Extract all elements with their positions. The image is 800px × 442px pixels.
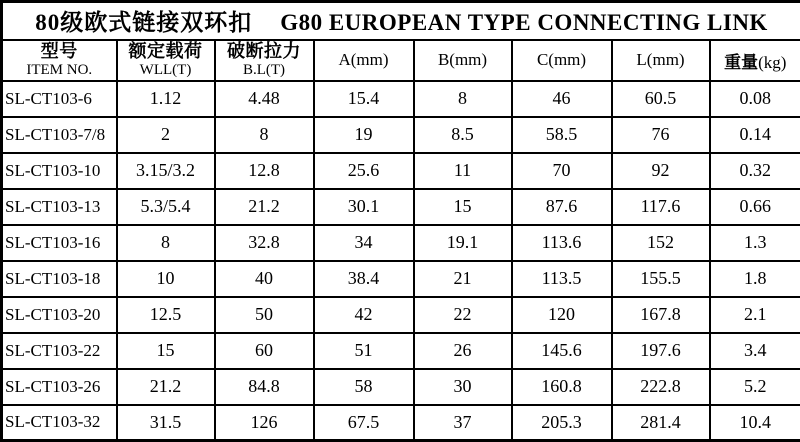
table-row bbox=[2, 189, 800, 225]
table-row bbox=[2, 153, 800, 189]
value-cell: 58.5 bbox=[512, 117, 612, 153]
value-cell: 117.6 bbox=[612, 189, 710, 225]
value-cell: 120 bbox=[512, 297, 612, 333]
value-cell: 160.8 bbox=[512, 369, 612, 405]
value-cell: 60.5 bbox=[612, 81, 710, 117]
value-cell: 30.1 bbox=[314, 189, 414, 225]
value-cell: 197.6 bbox=[612, 333, 710, 369]
value-cell: 12.5 bbox=[117, 297, 215, 333]
value-cell: 281.4 bbox=[612, 405, 710, 441]
item-no-cell: SL-CT103-32 bbox=[2, 405, 117, 441]
col-header-wll-zh: 额定载荷 bbox=[128, 40, 203, 61]
value-cell: 5.3/5.4 bbox=[117, 189, 215, 225]
col-header-bl-en: B.L(T) bbox=[242, 61, 286, 78]
value-cell: 19 bbox=[314, 117, 414, 153]
value-cell: 30 bbox=[414, 369, 512, 405]
col-header-c bbox=[512, 40, 612, 81]
col-header-l bbox=[612, 40, 710, 81]
col-header-wll-en: WLL(T) bbox=[139, 61, 192, 78]
value-cell: 26 bbox=[414, 333, 512, 369]
table-row bbox=[2, 369, 800, 405]
col-header-l-label: L(mm) bbox=[636, 50, 685, 69]
item-no-cell: SL-CT103-16 bbox=[2, 225, 117, 261]
value-cell: 67.5 bbox=[314, 405, 414, 441]
value-cell: 58 bbox=[314, 369, 414, 405]
title-row bbox=[2, 2, 800, 40]
value-cell: 4.48 bbox=[215, 81, 314, 117]
table-row bbox=[2, 333, 800, 369]
table-body bbox=[2, 81, 800, 441]
value-cell: 38.4 bbox=[314, 261, 414, 297]
table-row bbox=[2, 225, 800, 261]
col-header-bl bbox=[215, 40, 314, 81]
value-cell: 50 bbox=[215, 297, 314, 333]
value-cell: 8.5 bbox=[414, 117, 512, 153]
title-english: G80 EUROPEAN TYPE CONNECTING LINK bbox=[280, 10, 768, 36]
value-cell: 21.2 bbox=[117, 369, 215, 405]
table-row bbox=[2, 81, 800, 117]
value-cell: 21.2 bbox=[215, 189, 314, 225]
table-title bbox=[2, 2, 800, 40]
col-header-weight-zh: 重量 bbox=[724, 52, 759, 72]
value-cell: 222.8 bbox=[612, 369, 710, 405]
col-header-bl-zh: 破断拉力 bbox=[227, 40, 301, 61]
value-cell: 1.12 bbox=[117, 81, 215, 117]
value-cell: 3.15/3.2 bbox=[117, 153, 215, 189]
value-cell: 15 bbox=[414, 189, 512, 225]
item-no-cell: SL-CT103-22 bbox=[2, 333, 117, 369]
value-cell: 155.5 bbox=[612, 261, 710, 297]
value-cell: 0.32 bbox=[710, 153, 800, 189]
item-no-cell: SL-CT103-10 bbox=[2, 153, 117, 189]
value-cell: 167.8 bbox=[612, 297, 710, 333]
value-cell: 37 bbox=[414, 405, 512, 441]
item-no-cell: SL-CT103-6 bbox=[2, 81, 117, 117]
item-no-cell: SL-CT103-18 bbox=[2, 261, 117, 297]
value-cell: 11 bbox=[414, 153, 512, 189]
value-cell: 8 bbox=[117, 225, 215, 261]
col-header-item-no bbox=[2, 40, 117, 81]
col-header-b bbox=[414, 40, 512, 81]
value-cell: 152 bbox=[612, 225, 710, 261]
value-cell: 87.6 bbox=[512, 189, 612, 225]
value-cell: 25.6 bbox=[314, 153, 414, 189]
value-cell: 31.5 bbox=[117, 405, 215, 441]
value-cell: 70 bbox=[512, 153, 612, 189]
value-cell: 22 bbox=[414, 297, 512, 333]
col-header-item-no-zh: 型号 bbox=[40, 40, 78, 61]
col-header-a bbox=[314, 40, 414, 81]
col-header-item-no-en: ITEM NO. bbox=[26, 61, 93, 78]
table-row bbox=[2, 117, 800, 153]
value-cell: 12.8 bbox=[215, 153, 314, 189]
value-cell: 32.8 bbox=[215, 225, 314, 261]
value-cell: 21 bbox=[414, 261, 512, 297]
value-cell: 2 bbox=[117, 117, 215, 153]
item-no-cell: SL-CT103-26 bbox=[2, 369, 117, 405]
value-cell: 60 bbox=[215, 333, 314, 369]
col-header-a-label: A(mm) bbox=[338, 50, 389, 69]
col-header-weight-unit: (kg) bbox=[758, 52, 787, 72]
item-no-cell: SL-CT103-13 bbox=[2, 189, 117, 225]
col-header-weight bbox=[710, 40, 800, 81]
value-cell: 3.4 bbox=[710, 333, 800, 369]
value-cell: 34 bbox=[314, 225, 414, 261]
value-cell: 126 bbox=[215, 405, 314, 441]
value-cell: 10 bbox=[117, 261, 215, 297]
col-header-b-label: B(mm) bbox=[437, 50, 488, 69]
value-cell: 46 bbox=[512, 81, 612, 117]
value-cell: 1.3 bbox=[710, 225, 800, 261]
value-cell: 51 bbox=[314, 333, 414, 369]
value-cell: 0.08 bbox=[710, 81, 800, 117]
table-row bbox=[2, 297, 800, 333]
col-header-wll bbox=[117, 40, 215, 81]
title-chinese: 80级欧式链接双环扣 bbox=[35, 10, 253, 36]
value-cell: 15 bbox=[117, 333, 215, 369]
value-cell: 205.3 bbox=[512, 405, 612, 441]
value-cell: 8 bbox=[414, 81, 512, 117]
value-cell: 113.5 bbox=[512, 261, 612, 297]
value-cell: 145.6 bbox=[512, 333, 612, 369]
value-cell: 84.8 bbox=[215, 369, 314, 405]
item-no-cell: SL-CT103-7/8 bbox=[2, 117, 117, 153]
value-cell: 0.66 bbox=[710, 189, 800, 225]
col-header-c-label: C(mm) bbox=[536, 50, 587, 69]
value-cell: 0.14 bbox=[710, 117, 800, 153]
value-cell: 42 bbox=[314, 297, 414, 333]
value-cell: 2.1 bbox=[710, 297, 800, 333]
value-cell: 19.1 bbox=[414, 225, 512, 261]
value-cell: 1.8 bbox=[710, 261, 800, 297]
value-cell: 8 bbox=[215, 117, 314, 153]
header-row bbox=[2, 40, 800, 81]
value-cell: 76 bbox=[612, 117, 710, 153]
value-cell: 92 bbox=[612, 153, 710, 189]
value-cell: 40 bbox=[215, 261, 314, 297]
value-cell: 5.2 bbox=[710, 369, 800, 405]
table-row bbox=[2, 261, 800, 297]
table-row bbox=[2, 405, 800, 441]
item-no-cell: SL-CT103-20 bbox=[2, 297, 117, 333]
value-cell: 113.6 bbox=[512, 225, 612, 261]
value-cell: 15.4 bbox=[314, 81, 414, 117]
value-cell: 10.4 bbox=[710, 405, 800, 441]
